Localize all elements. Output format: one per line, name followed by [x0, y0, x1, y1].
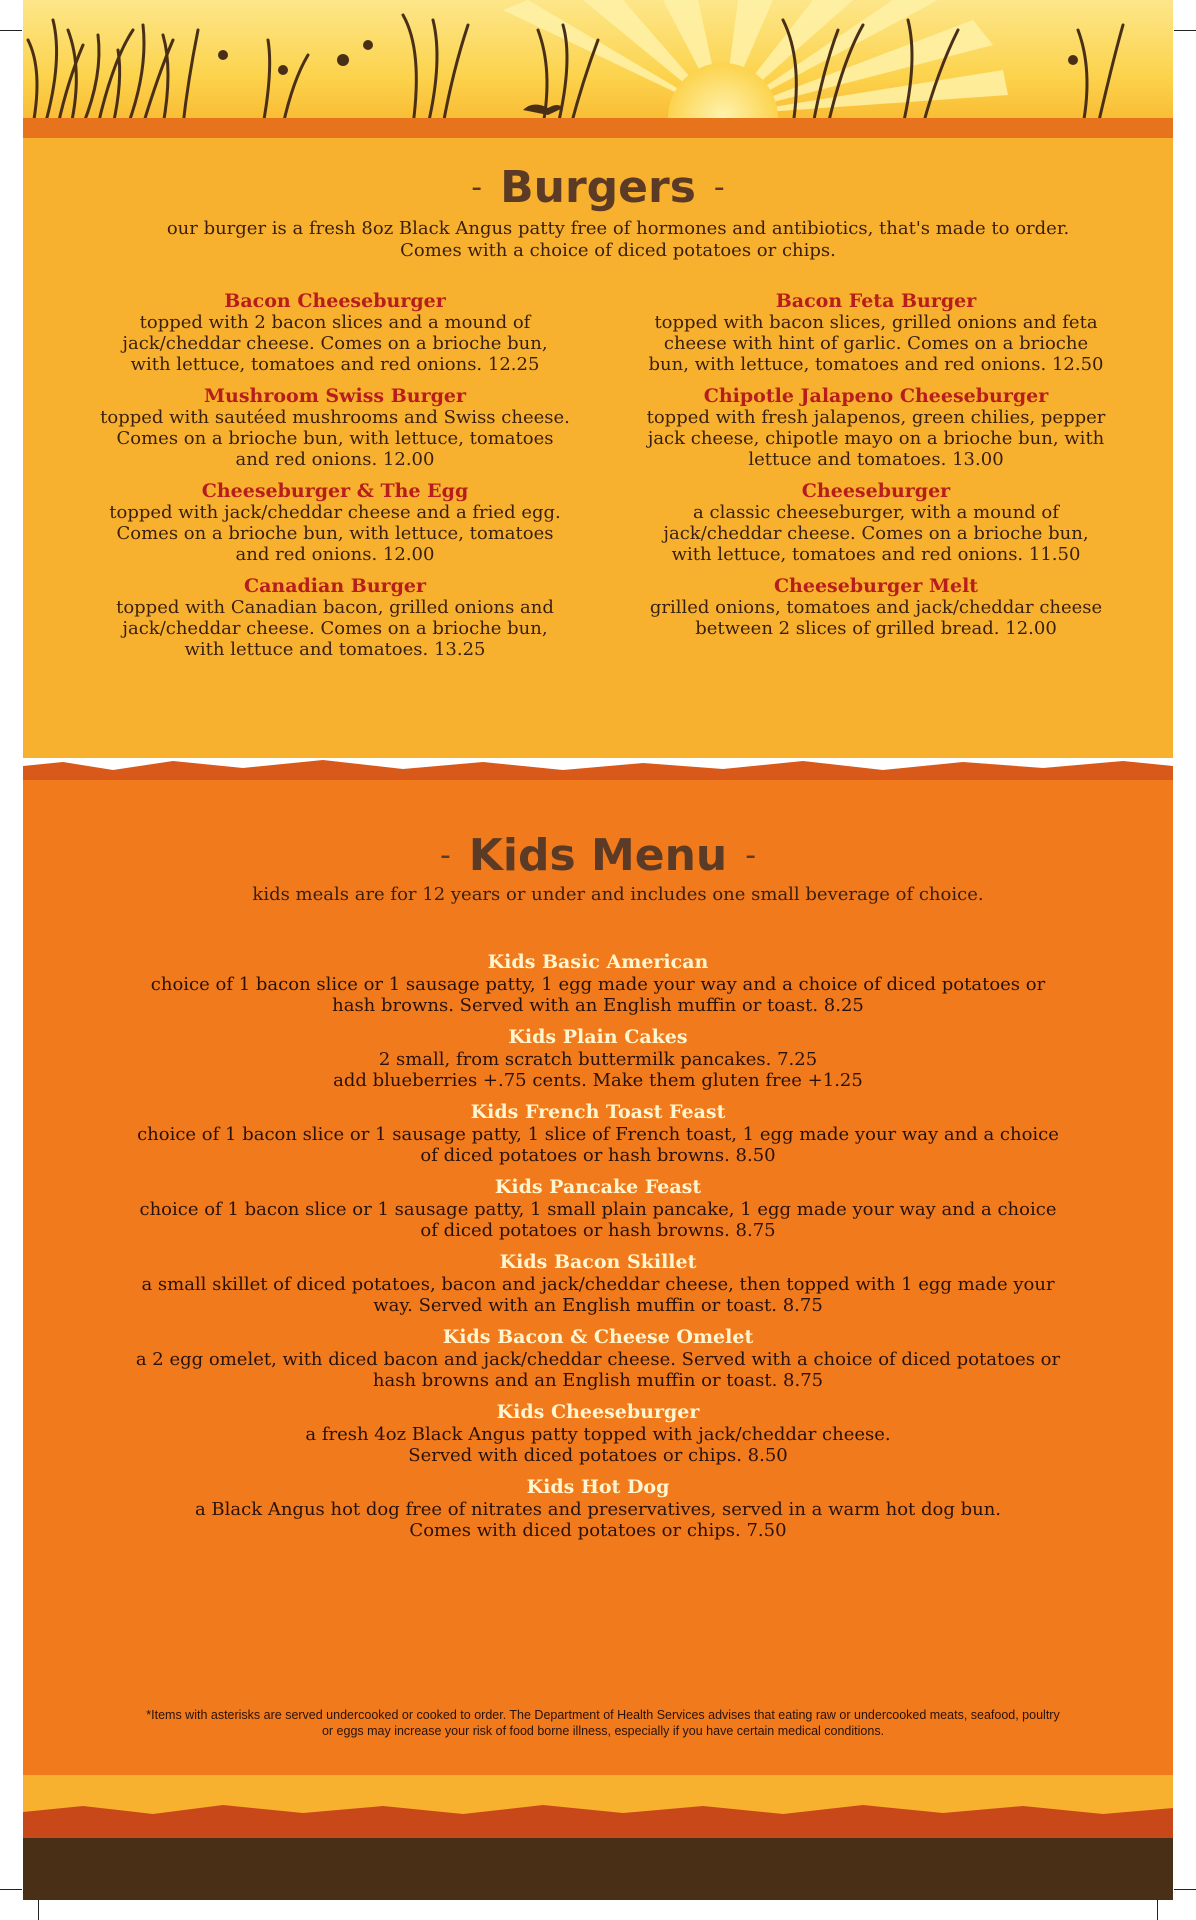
title-dash: -	[471, 170, 483, 205]
menu-item-name: Chipotle Jalapeno Cheeseburger	[703, 385, 1049, 407]
kids-menu-list	[128, 950, 1068, 1550]
menu-item-description: topped with 2 bacon slices and a mound of jack/cheddar cheese. Comes on a brioche bun, with lettuce, tomatoes and red onions. 12.25	[122, 312, 548, 375]
menu-page	[23, 0, 1173, 1900]
menu-item-name: Mushroom Swiss Burger	[203, 385, 466, 407]
menu-item-name: Kids Plain Cakes	[508, 1026, 688, 1048]
menu-item	[641, 290, 1111, 375]
menu-item	[128, 950, 1068, 1016]
title-dash: -	[713, 170, 725, 205]
menu-item-description: grilled onions, tomatoes and jack/cheddar cheese between 2 slices of grilled bread. 12.00	[649, 597, 1103, 639]
menu-item-description: a small skillet of diced potatoes, bacon and jack/cheddar cheese, then topped with 1 egg made your way. Served with an English muffin or toast. 8.75	[141, 1274, 1055, 1316]
burgers-intro: our burger is a fresh 8oz Black Angus patty free of hormones and antibiotics, that's made to order. Comes with a choice of diced potatoes or chips.	[166, 218, 1070, 261]
menu-item-name: Kids French Toast Feast	[470, 1101, 726, 1123]
menu-item	[128, 1025, 1068, 1091]
menu-item-description: choice of 1 bacon slice or 1 sausage patty, 1 egg made your way and a choice of diced potatoes or hash browns. Served with an English muffin or toast. 8.25	[150, 974, 1046, 1016]
crop-mark	[1174, 1889, 1196, 1890]
menu-item-description: 2 small, from scratch buttermilk pancakes. 7.25 add blueberries +.75 cents. Make them gluten free +1.25	[333, 1049, 863, 1091]
menu-item-name: Cheeseburger	[801, 480, 951, 502]
menu-item-name: Bacon Feta Burger	[775, 290, 977, 312]
menu-item-name: Canadian Burger	[243, 575, 427, 597]
menu-item-description: choice of 1 bacon slice or 1 sausage patty, 1 small plain pancake, 1 egg made your way and a choice of diced potatoes or hash browns. 8.75	[139, 1199, 1057, 1241]
menu-item-description: topped with jack/cheddar cheese and a fried egg. Comes on a brioche bun, with lettuce, tomatoes and red onions. 12.00	[109, 502, 561, 565]
bird-icon	[523, 104, 563, 115]
menu-item	[641, 480, 1111, 565]
menu-item	[100, 290, 570, 375]
menu-item-description: topped with Canadian bacon, grilled onions and jack/cheddar cheese. Comes on a brioche bun, with lettuce and tomatoes. 13.25	[116, 597, 554, 660]
menu-item-description: choice of 1 bacon slice or 1 sausage patty, 1 slice of French toast, 1 egg made your way and a choice of diced potatoes or hash browns. 8.50	[137, 1124, 1059, 1166]
header-strip	[23, 118, 1173, 140]
menu-item	[641, 385, 1111, 470]
menu-item-description: a 2 egg omelet, with diced bacon and jack/cheddar cheese. Served with a choice of diced potatoes or hash browns and an English muffin or toast. 8.75	[135, 1349, 1061, 1391]
menu-item-name: Kids Basic American	[487, 951, 709, 973]
menu-item	[128, 1325, 1068, 1391]
menu-item-name: Kids Cheeseburger	[496, 1401, 700, 1423]
menu-item	[128, 1100, 1068, 1166]
menu-item-description: topped with bacon slices, grilled onions and feta cheese with hint of garlic. Comes on a brioche bun, with lettuce, tomatoes and red onions. 12.50	[648, 312, 1104, 375]
kids-title: Kids Menu	[468, 830, 728, 881]
burgers-title: Burgers	[500, 162, 696, 213]
crop-mark	[0, 30, 22, 31]
menu-item-name: Kids Bacon Skillet	[499, 1251, 697, 1273]
menu-item-name: Kids Hot Dog	[526, 1476, 670, 1498]
menu-item-name: Kids Pancake Feast	[494, 1176, 702, 1198]
menu-item	[641, 575, 1111, 639]
menu-item-name: Cheeseburger & The Egg	[201, 480, 469, 502]
menu-item-description: a classic cheeseburger, with a mound of jack/cheddar cheese. Comes on a brioche bun, with lettuce, tomatoes and red onions. 11.50	[663, 502, 1089, 565]
menu-item	[100, 385, 570, 470]
menu-item-name: Bacon Cheeseburger	[224, 290, 446, 312]
footer-artwork	[23, 1800, 1173, 1900]
crop-mark	[1174, 30, 1196, 31]
crop-mark	[0, 1889, 22, 1890]
menu-item	[128, 1250, 1068, 1316]
menu-item-name: Kids Bacon & Cheese Omelet	[442, 1326, 754, 1348]
title-dash: -	[439, 838, 451, 873]
menu-item-description: topped with fresh jalapenos, green chilies, pepper jack cheese, chipotle mayo on a brioche bun, with lettuce and tomatoes. 13.00	[646, 407, 1106, 470]
menu-item	[100, 480, 570, 565]
menu-item-description: a Black Angus hot dog free of nitrates and preservatives, served in a warm hot dog bun. Comes with diced potatoes or chips. 7.50	[194, 1499, 1002, 1541]
burgers-heading	[23, 162, 1173, 213]
menu-item	[100, 575, 570, 660]
menu-item-description: a fresh 4oz Black Angus patty topped with jack/cheddar cheese. Served with diced potatoes or chips. 8.50	[305, 1424, 891, 1466]
crop-mark	[1157, 1898, 1158, 1920]
burgers-left-column	[100, 290, 570, 670]
crop-mark	[38, 1898, 39, 1920]
menu-item	[128, 1475, 1068, 1541]
menu-item-name: Cheeseburger Melt	[773, 575, 979, 597]
title-dash: -	[745, 838, 757, 873]
menu-item	[128, 1175, 1068, 1241]
kids-heading	[23, 830, 1173, 881]
menu-item-description: topped with sautéed mushrooms and Swiss cheese. Comes on a brioche bun, with lettuce, tomatoes and red onions. 12.00	[100, 407, 570, 470]
health-disclaimer: *Items with asterisks are served undercooked or cooked to order. The Department of Health Services advises that eating raw or undercooked meats, seafood, poultry or eggs may increase your risk of food borne illness, especially if you have certain medical conditions.	[146, 1708, 1060, 1738]
kids-intro: kids meals are for 12 years or under and includes one small beverage of choice.	[252, 884, 984, 905]
burgers-right-column	[641, 290, 1111, 649]
menu-item	[128, 1400, 1068, 1466]
